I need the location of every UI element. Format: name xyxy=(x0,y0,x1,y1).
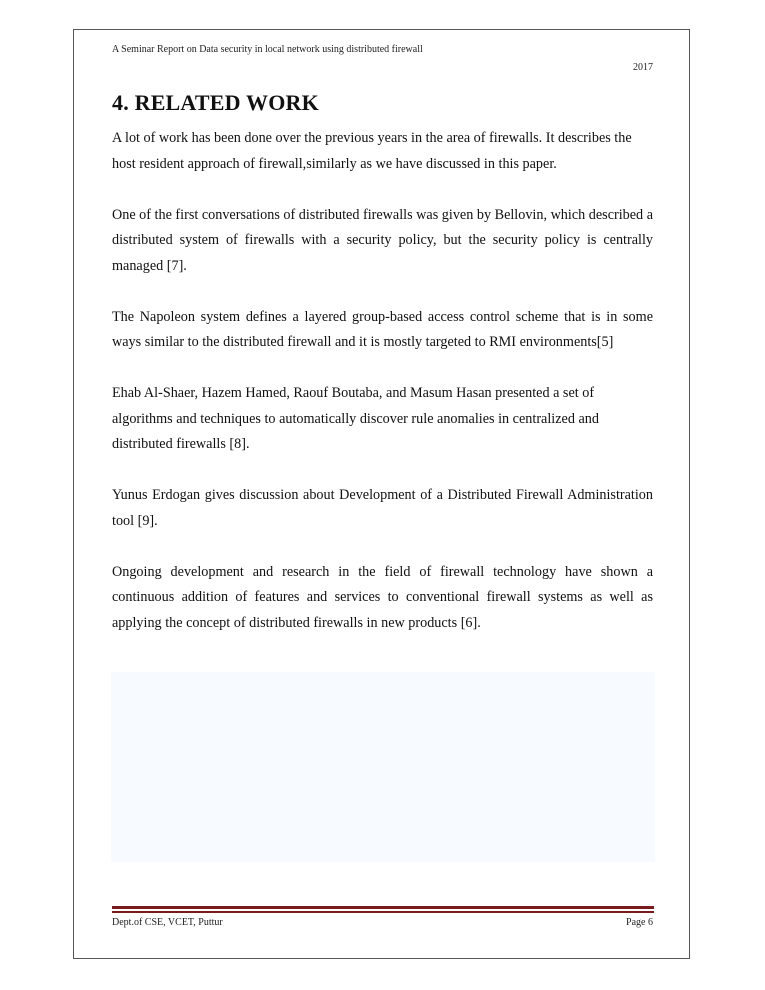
blank-image-area xyxy=(111,672,655,862)
paragraph-ongoing: Ongoing development and research in the field of firewall technology have shown a continuous addition of features and services to conventional firewall systems as well as applying the concept of distributed firewalls in new products [6]. xyxy=(112,563,653,631)
section-title: 4. RELATED WORK xyxy=(112,90,319,115)
header-year: 2017 xyxy=(633,62,653,73)
footer-rule-top xyxy=(112,906,654,909)
footer-rule-bottom xyxy=(112,911,654,913)
running-header: A Seminar Report on Data security in local network using distributed firewall xyxy=(112,44,423,55)
paragraph-al-shaer: Ehab Al-Shaer, Hazem Hamed, Raouf Boutaba, and Masum Hasan presented a set of algorithms and techniques to automatically discover rule anomalies in centralized and distributed firewalls [8]. xyxy=(112,385,599,452)
paragraph-napoleon: The Napoleon system defines a layered group-based access control scheme that is in some ways similar to the distributed firewall and it is mostly targeted to RMI environments[5] xyxy=(112,308,653,350)
section-body xyxy=(112,126,653,662)
paragraph-erdogan: Yunus Erdogan gives discussion about Development of a Distributed Firewall Administration tool [9]. xyxy=(112,487,653,529)
footer-department: Dept.of CSE, VCET, Puttur xyxy=(112,917,223,928)
footer-page-number: Page 6 xyxy=(626,917,653,928)
paragraph-bellovin: One of the first conversations of distributed firewalls was given by Bellovin, which described a distributed system of firewalls with a security policy, but the security policy is centrally managed [7]. xyxy=(112,206,653,274)
paragraph-intro: A lot of work has been done over the previous years in the area of firewalls. It describes the host resident approach of firewall,similarly as we have discussed in this paper. xyxy=(112,130,632,172)
